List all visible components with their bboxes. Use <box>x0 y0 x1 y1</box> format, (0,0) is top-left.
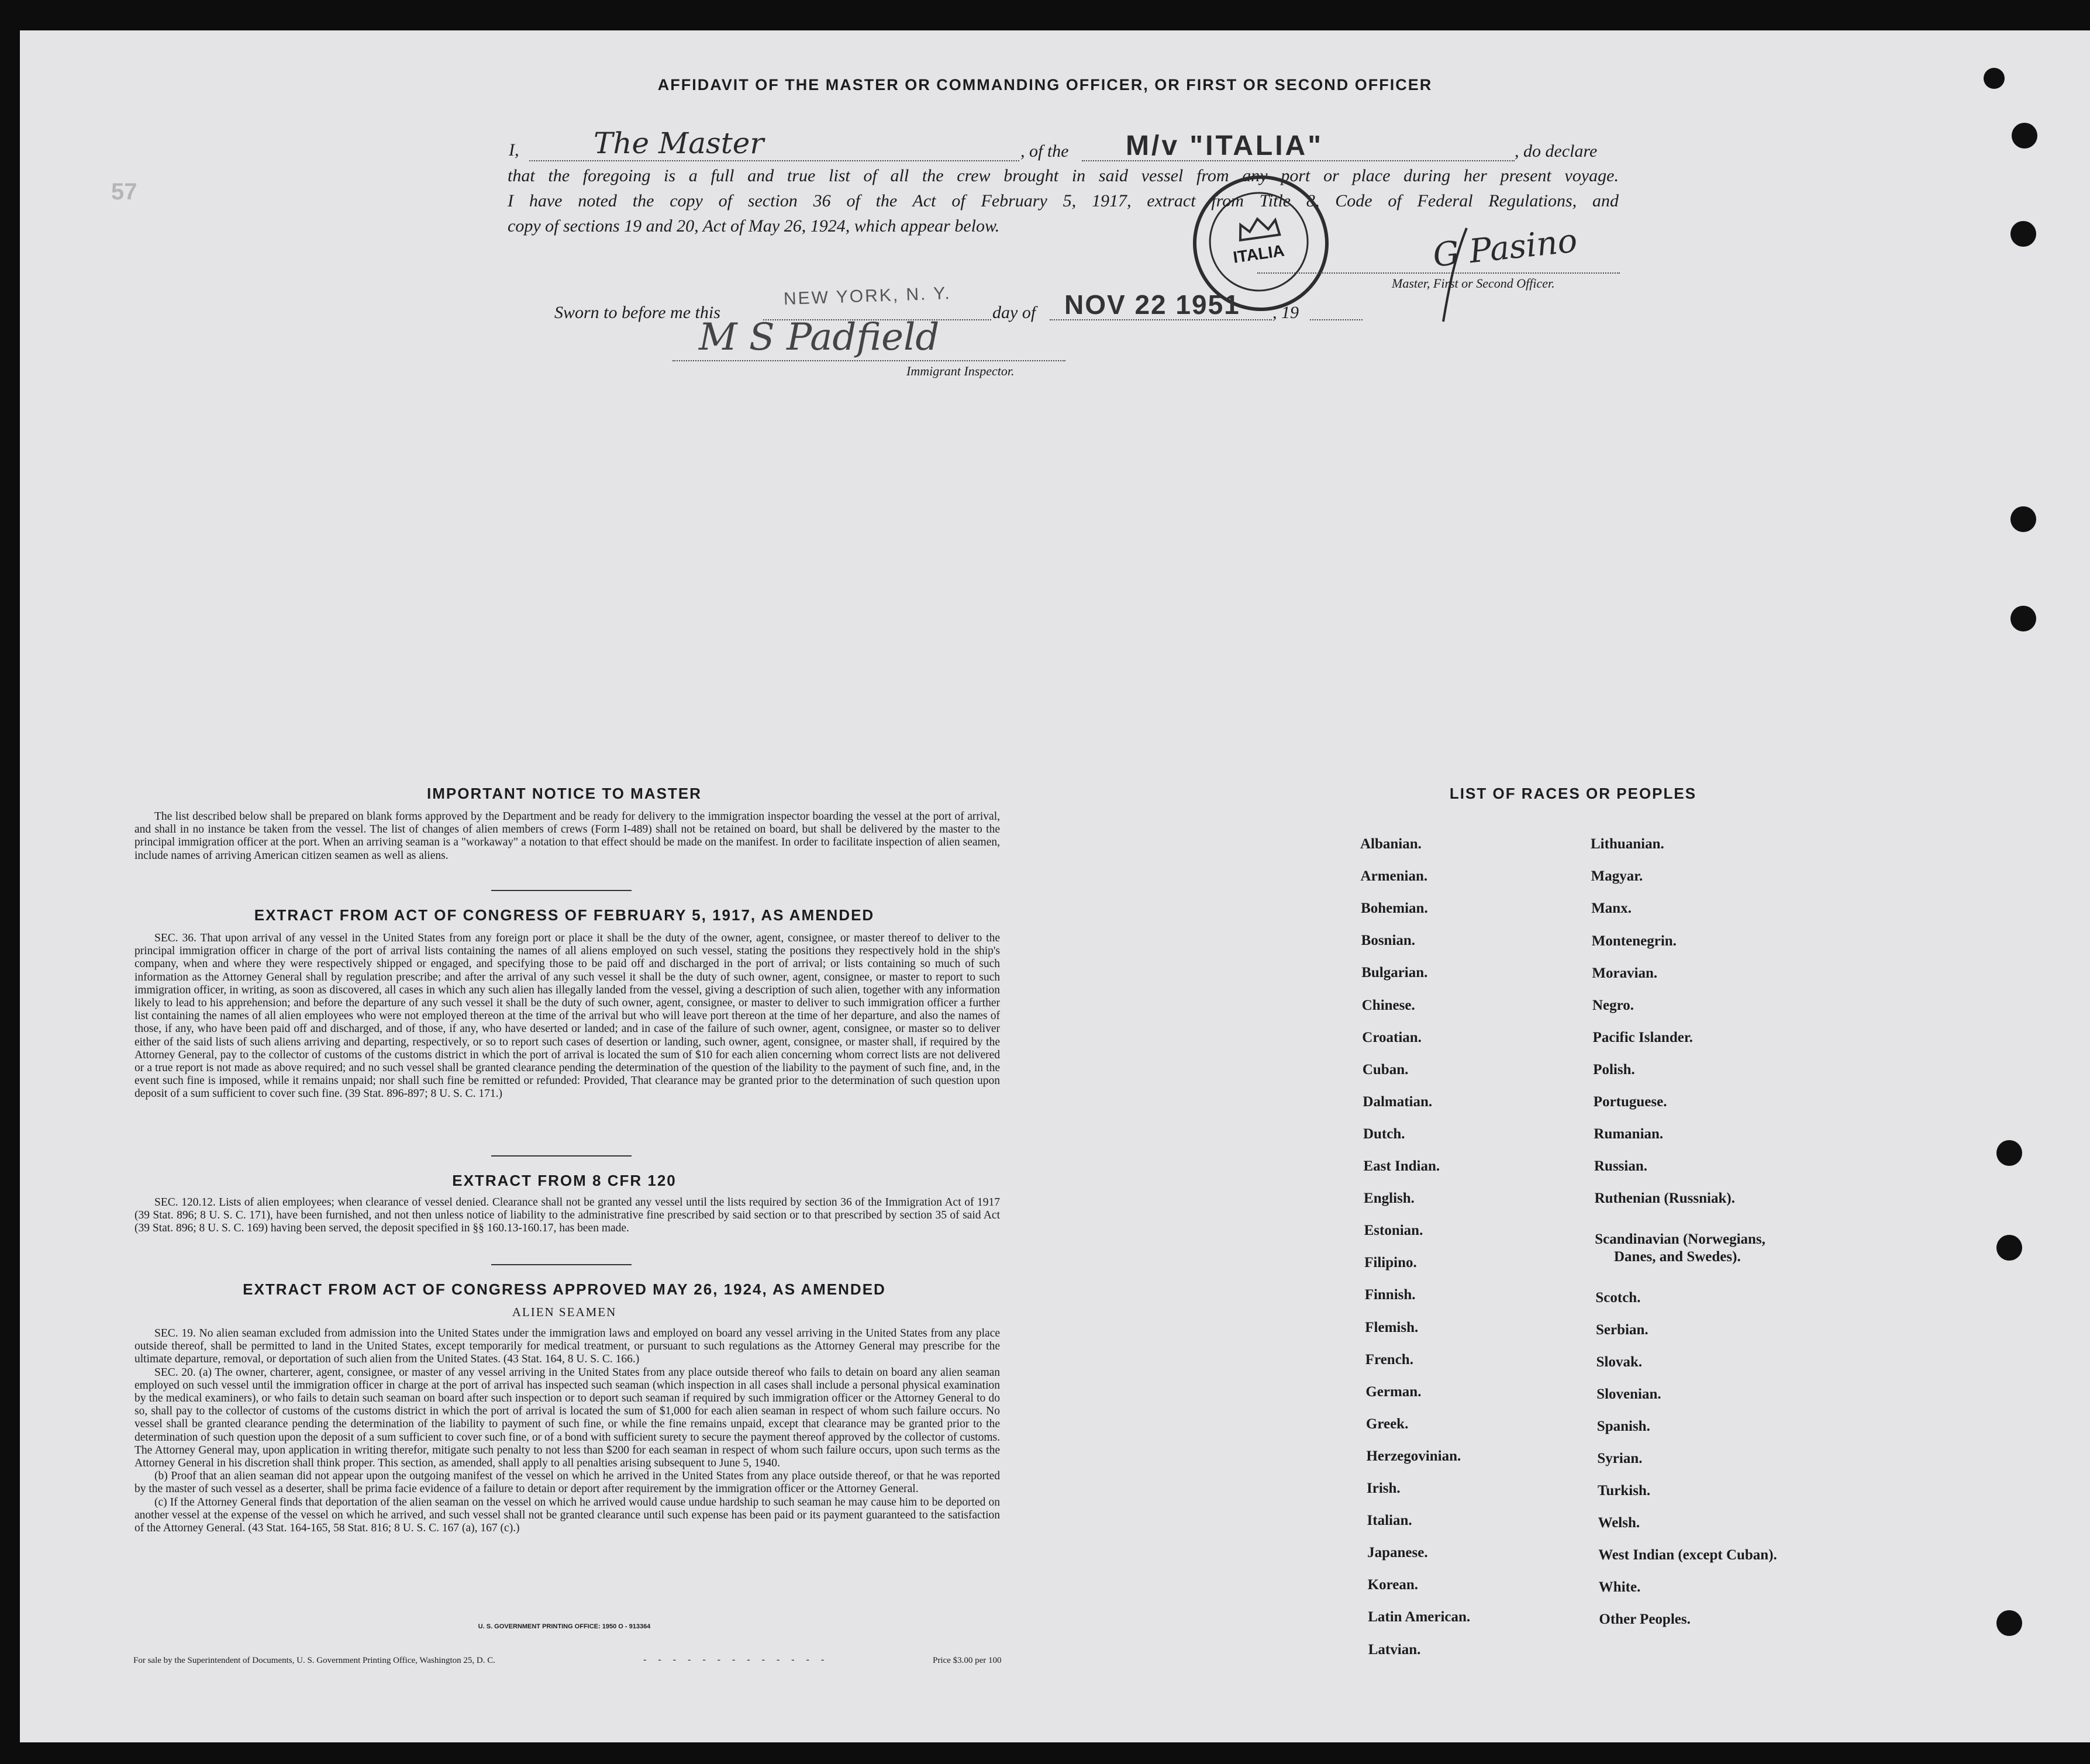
sworn-label: Sworn to before me this <box>554 303 720 322</box>
race-item: Italian. <box>1367 1513 1412 1529</box>
race-item: Finnish. <box>1364 1287 1416 1303</box>
race-item: Turkish. <box>1598 1483 1651 1499</box>
of-the-label: , of the <box>1020 141 1069 161</box>
race-item: Albanian. <box>1360 836 1422 852</box>
race-item: Slovak. <box>1596 1354 1643 1370</box>
i-label: I, <box>509 140 519 160</box>
race-item: Latvian. <box>1368 1641 1421 1658</box>
vessel-name-stamp: M/v "ITALIA" <box>1126 130 1323 161</box>
section-divider <box>491 1155 632 1157</box>
race-item: Russian. <box>1594 1158 1648 1174</box>
master-label: Master, First or Second Officer. <box>1392 276 1555 291</box>
race-item: Moravian. <box>1592 965 1658 981</box>
race-item: Scotch. <box>1595 1290 1641 1306</box>
punch-hole <box>1996 1235 2022 1261</box>
race-item: Cuban. <box>1362 1061 1409 1078</box>
notice-paragraph: The list described below shall be prepared on blank forms approved by the Department and be ready for delivery to the immigration inspector boarding the vessel at the port of arrival, and shall in no instance be taken from the vessel. The list of changes of alien members of crews (Form I-489) shall not be retained on board, but shall be delivered by the master to the principal immigration officer at the port. When an arriving seaman is a "workaway" a notation to that effect should be made on the manifest. In order to facilitate inspection of alien seamen, include names of arriving American citizen seamen as well as aliens. <box>134 810 1000 862</box>
affidavit-line-4: copy of sections 19 and 20, Act of May 26, 1924, which appear below. <box>508 216 1000 236</box>
sec-20a-text: (a) The owner, charterer, agent, consignee, or master of any vessel arriving in the United States from any place outside thereof who fails to detain on board any alien seaman employed on such vessel until the immigration officer in charge at the port of arrival has inspected such seaman (which inspection in all cases shall include a personal physical examination by the medical examiners), or who fails to detain such seaman on board after such inspection or to deport such seaman if required by such immigration officer or the Attorney General to do so, shall pay to the collector of customs of the customs district in which the port of arrival is located the sum of $1,000 for each alien seaman in respect of whom such failure occurs. No vessel shall be granted clearance pending the determination of the liability to payment of such fine, or while the fine remains unpaid, except that clearance may be granted prior to the determination of such question upon the deposit of a sum sufficient to cover such fine, or of a bond with sufficient surety to secure the payment thereof approved by the collector of customs. The Attorney General may, upon application in writing therefor, mitigate such penalty to not less than $200 for each seaman in respect of whom such failure occurs, upon such terms as the Attorney General in his discretion shall think proper. This section, as amended, shall apply to all penalties arising subsequent to June 5, 1940. <box>134 1366 1001 1470</box>
race-item: Spanish. <box>1596 1418 1650 1434</box>
race-item: East Indian. <box>1363 1158 1440 1174</box>
section-divider <box>491 890 632 891</box>
race-item: French. <box>1365 1351 1413 1368</box>
race-item: Negro. <box>1592 997 1634 1013</box>
race-item: Ruthenian (Russniak). <box>1594 1190 1735 1206</box>
race-item: Danes, and Swedes). <box>1614 1249 1741 1265</box>
name-fill-line <box>529 160 1019 161</box>
section-divider <box>491 1264 632 1265</box>
punch-hole <box>2012 123 2037 149</box>
sec-20c-text: (c) If the Attorney General finds that deportation of the alien seaman on the vessel on which he arrived would cause undue hardship to such seaman he may cause him to be deported on another vessel at the expense of the vessel on which he arrived, and such vessel shall not be granted clearance until such expense has been paid or its payment guaranteed to the satisfaction of the Attorney General. (43 Stat. 164-165, 58 Stat. 816; 8 U. S. C. 167 (a), 167 (c).) <box>134 1496 1000 1535</box>
race-item: Dalmatian. <box>1363 1093 1433 1110</box>
sec-19-text: No alien seaman excluded from admission into the United States under the immigration laws and employed on board any vessel arriving in the United States from any place outside thereof, shall be permitted to land in the United States, except temporarily for medical treatment, or pursuant to such regulations as the Attorney General may prescribe for the ultimate departure, removal, or deportation of such alien from the United States. (43 Stat. 164, 8 U. S. C. 166.) <box>134 1327 1001 1366</box>
affidavit-line-3: I have noted the copy of section 36 of the Act of February 5, 1917, extract from Title 8, Code of Federal Regulations, and <box>508 191 1619 210</box>
year-label: , 19 <box>1272 303 1299 322</box>
race-item: Estonian. <box>1364 1223 1423 1239</box>
race-item: Serbian. <box>1596 1322 1648 1338</box>
year-fill-line <box>1310 319 1363 320</box>
race-item: Flemish. <box>1365 1319 1419 1335</box>
footer-price: Price $3.00 per 100 <box>933 1656 1002 1665</box>
race-item: West Indian (except Cuban). <box>1598 1547 1777 1563</box>
race-item: Syrian. <box>1597 1451 1643 1466</box>
race-item: Other Peoples. <box>1599 1611 1691 1627</box>
race-item: Scandinavian (Norwegians, <box>1595 1231 1765 1247</box>
race-item: Bohemian. <box>1361 900 1428 917</box>
day-of-label: day of <box>992 303 1036 322</box>
race-item: Croatian. <box>1362 1029 1422 1045</box>
affidavit-line-2: that the foregoing is a full and true list of all the crew brought in said vessel from any port or place during her present voyage. <box>508 166 1619 185</box>
races-title: LIST OF RACES OR PEOPLES <box>1449 785 1697 802</box>
sec-36-label: SEC. 36. <box>154 932 196 944</box>
alien-seamen-subtitle: ALIEN SEAMEN <box>512 1305 617 1319</box>
master-fill-line <box>1257 272 1620 274</box>
punch-hole <box>1996 1610 2022 1636</box>
race-item: Montenegrin. <box>1591 933 1677 949</box>
punch-hole <box>1996 1140 2022 1166</box>
race-item: Bosnian. <box>1361 933 1416 949</box>
race-item: Japanese. <box>1367 1545 1428 1561</box>
race-item: Filipino. <box>1364 1255 1417 1271</box>
punch-hole <box>2010 606 2036 631</box>
inspector-fill-line <box>672 360 1065 361</box>
sworn-place-stamp: NEW YORK, N. Y. <box>783 284 952 309</box>
cfr-body <box>134 1196 1000 1235</box>
master-signature: G Pasino <box>1431 222 1579 275</box>
sec-20b-text: (b) Proof that an alien seaman did not appear upon the outgoing manifest of the vessel on which he arrived in the United States from any place outside thereof, or that he was reported by the master of such vessel as a deserter, shall be prima facie evidence of a failure to detain or deport after requirement by the immigration officer or the Attorney General. <box>134 1470 1000 1496</box>
notice-title: IMPORTANT NOTICE TO MASTER <box>427 785 702 802</box>
race-item: Slovenian. <box>1596 1386 1661 1402</box>
master-name-handwritten: The Master <box>594 126 764 160</box>
punch-hole <box>2010 221 2036 247</box>
race-item: Welsh. <box>1598 1515 1640 1531</box>
race-item: Greek. <box>1365 1416 1409 1432</box>
declare-label: , do declare <box>1515 141 1598 161</box>
extract-1917-title: EXTRACT FROM ACT OF CONGRESS OF FEBRUARY 5, 1917, AS AMENDED <box>254 906 875 924</box>
race-item: Magyar. <box>1591 868 1643 884</box>
race-item: Armenian. <box>1360 868 1428 885</box>
race-item: German. <box>1365 1383 1422 1400</box>
race-item: Polish. <box>1593 1062 1635 1078</box>
date-stamp: NOV 22 1951 <box>1064 289 1240 320</box>
race-item: Portuguese. <box>1593 1094 1667 1110</box>
sec-20-label: SEC. 20. <box>154 1366 196 1379</box>
sec-19-label: SEC. 19. <box>154 1327 196 1340</box>
race-item: Bulgarian. <box>1361 965 1428 981</box>
extract-1917-body <box>134 932 1000 1101</box>
extract-1924-body <box>134 1327 1000 1535</box>
seal-text: ITALIA <box>1232 241 1286 267</box>
sec-36-text: That upon arrival of any vessel in the United States from any foreign port or place it shall be the duty of the owner, agent, consignee, or master thereof to deliver to the principal immigration officer in charge of the port of arrival lists containing the names of all aliens employed on such vessel, stating the positions they respectively hold in the ship's company, when and where they were respectively shipped or engaged, and specifying those to be paid off and discharged in the port of arrival; or lists containing so much of such information as the Attorney General shall by regulation prescribe; and after the arrival of any such vessel it shall be the duty of such owner, agent, consignee, or master to report to such immigration officer, in writing, as soon as discovered, all cases in which any such alien has illegally landed from the vessel, giving a description of such alien, together with any information likely to lead to his apprehension; and before the departure of any such vessel it shall be the duty of such owner, agent, consignee, or master to deliver to such immigration officer a further list containing the names of all alien employees who were not employed thereon at the time of the arrival but who will leave port thereon at the time of her departure, and also the names of those, if any, who have been paid off and discharged, and of those, if any, who have deserted or landed; and in case of the failure of such owner, agent, consignee, or master so to deliver either of the said lists of such aliens arriving and departing, respectively, or so to report such cases of desertion or landing, such owner, agent, consignee, or master shall, if required by the Attorney General, pay to the collector of customs of the customs district in which the port of arrival is located the sum of $10 for each alien concerning whom correct lists are not delivered or a true report is not made as above required; and no such vessel shall be granted clearance pending the determination of the question of the liability to the payment of such fine, and, in the event such fine is imposed, while it remains unpaid; nor shall such fine be remitted or refunded: Provided, That clearance may be granted prior to the determination of such question upon deposit of a sum sufficient to cover such fine. (39 Stat. 896-897; 8 U. S. C. 171.) <box>134 932 1001 1100</box>
race-item: Rumanian. <box>1594 1126 1664 1142</box>
sec-120-12-label: SEC. 120.12. <box>154 1196 216 1209</box>
race-item: Chinese. <box>1361 997 1415 1013</box>
footer-dashes: - - - - - - - - - - - - - <box>643 1655 829 1665</box>
notice-body <box>134 810 1000 862</box>
race-item: Irish. <box>1367 1480 1401 1496</box>
punch-hole <box>2010 506 2036 532</box>
race-item: English. <box>1364 1190 1415 1207</box>
sec-120-12-text: Lists of alien employees; when clearance of vessel denied. Clearance shall not be granted any vessel until the lists required by section 36 of the Immigration Act of 1917 (39 Stat. 896; 8 U. S. C. 171), have been furnished, and not then unless notice of liability to the administrative fine prescribed by said section or to that prescribed by section 35 of said Act (39 Stat. 896; 8 U. S. C. 169) having been served, the deposit specified in §§ 160.13-160.17, has been made. <box>134 1196 1001 1235</box>
race-item: Pacific Islander. <box>1592 1030 1693 1045</box>
printing-office-note: U. S. GOVERNMENT PRINTING OFFICE: 1950 O - 913364 <box>478 1623 651 1630</box>
inspector-label: Immigrant Inspector. <box>906 364 1015 378</box>
inspector-signature: M S Padfield <box>699 316 940 359</box>
extract-1924-title: EXTRACT FROM ACT OF CONGRESS APPROVED MAY 26, 1924, AS AMENDED <box>243 1280 886 1298</box>
affidavit-title: AFFIDAVIT OF THE MASTER OR COMMANDING OFFICER, OR FIRST OR SECOND OFFICER <box>657 76 1433 94</box>
race-item: White. <box>1598 1579 1641 1595</box>
master-signature-stroke <box>1432 222 1478 327</box>
race-item: Lithuanian. <box>1591 836 1664 852</box>
race-item: Latin American. <box>1368 1609 1471 1625</box>
cfr-title: EXTRACT FROM 8 CFR 120 <box>452 1172 677 1189</box>
margin-number: 57 <box>111 179 137 205</box>
footer-sale-text: For sale by the Superintendent of Documents, U. S. Government Printing Office, Washington 25, D. C. <box>133 1656 495 1665</box>
race-item: Korean. <box>1367 1577 1418 1593</box>
race-item: Manx. <box>1591 900 1632 916</box>
race-item: Dutch. <box>1363 1126 1405 1142</box>
race-item: Herzegovinian. <box>1366 1448 1461 1464</box>
